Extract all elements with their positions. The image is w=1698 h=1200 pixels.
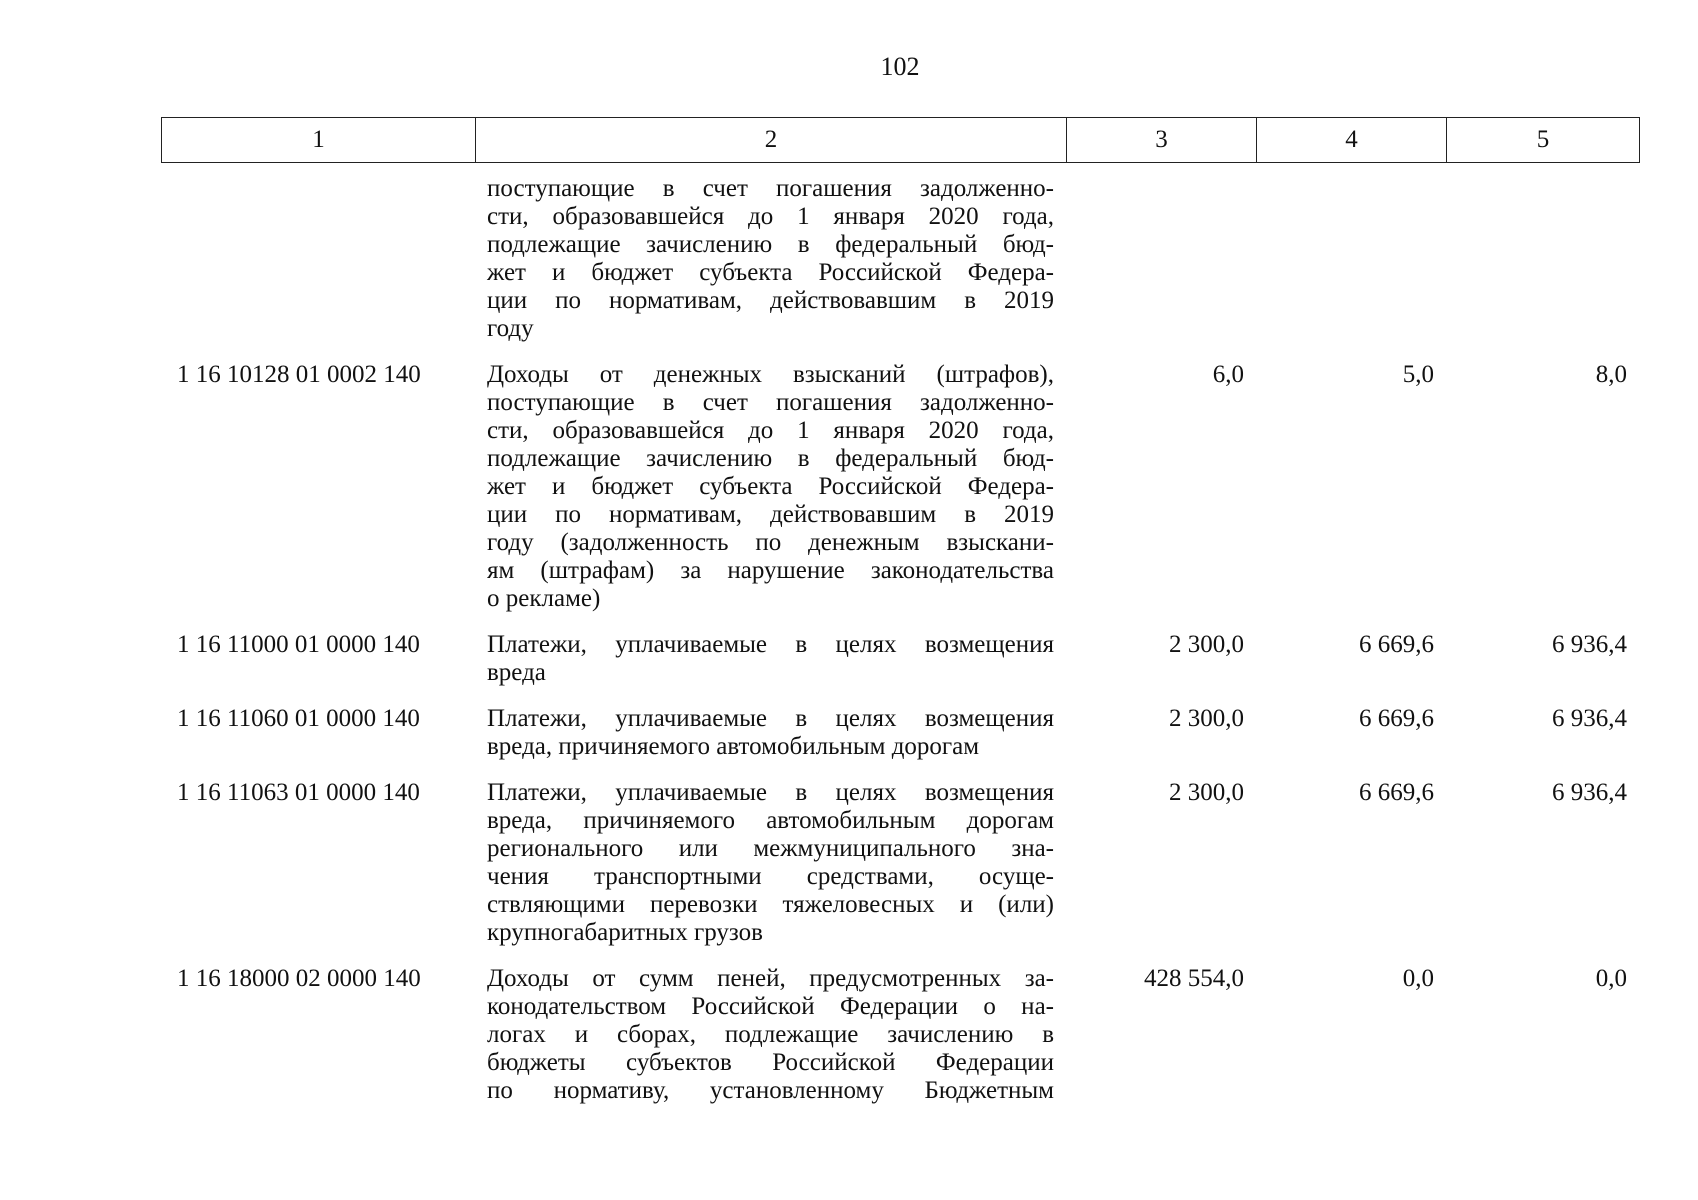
description-line: Доходы от сумм пеней, предусмотренных за- bbox=[487, 965, 1054, 992]
row-value-col3: 2 300,0 bbox=[1169, 631, 1244, 658]
description-line: подлежащие зачислению в федеральный бюд- bbox=[487, 445, 1054, 472]
description-line: сти, образовавшейся до 1 января 2020 года, bbox=[487, 417, 1054, 444]
description-line: Платежи, уплачиваемые в целях возмещения bbox=[487, 705, 1054, 732]
row-value-col4: 0,0 bbox=[1402, 965, 1434, 992]
row-value-col3 bbox=[1066, 175, 1256, 343]
header-col-2: 2 bbox=[476, 118, 1067, 163]
row-value-col3: 6,0 bbox=[1212, 361, 1244, 388]
description-line: вреда, причиняемого автомобильным дорогам bbox=[487, 733, 980, 760]
header-col-5: 5 bbox=[1447, 118, 1640, 163]
row-value-col4: 6 669,6 bbox=[1359, 779, 1434, 806]
row-description bbox=[475, 631, 1066, 687]
description-line: ции по нормативам, действовавшим в 2019 bbox=[487, 287, 1054, 314]
description-line: жет и бюджет субъекта Российской Федера- bbox=[487, 259, 1054, 286]
table-row bbox=[161, 965, 1639, 1105]
page-number: 102 bbox=[880, 52, 920, 81]
description-line: вреда bbox=[487, 659, 546, 686]
table-row bbox=[161, 631, 1639, 687]
header-col-1: 1 bbox=[162, 118, 476, 163]
row-value-col4: 6 669,6 bbox=[1359, 705, 1434, 732]
description-line: жет и бюджет субъекта Российской Федера- bbox=[487, 473, 1054, 500]
row-code: 1 16 11060 01 0000 140 bbox=[177, 705, 420, 732]
description-line: по нормативу, установленному Бюджетным bbox=[487, 1077, 1054, 1104]
row-value-col4: 6 669,6 bbox=[1359, 631, 1434, 658]
row-value-col3: 2 300,0 bbox=[1169, 705, 1244, 732]
row-value-col5: 6 936,4 bbox=[1552, 705, 1627, 732]
description-line: логах и сборах, подлежащие зачислению в bbox=[487, 1021, 1054, 1048]
description-line: ции по нормативам, действовавшим в 2019 bbox=[487, 501, 1054, 528]
table-row bbox=[161, 361, 1639, 613]
description-line: поступающие в счет погашения задолженно- bbox=[487, 175, 1054, 202]
row-value-col5: 8,0 bbox=[1595, 361, 1627, 388]
table-body bbox=[161, 175, 1639, 1123]
header-col-3: 3 bbox=[1067, 118, 1257, 163]
description-line: ям (штрафам) за нарушение законодательства bbox=[487, 557, 1054, 584]
row-value-col4: 5,0 bbox=[1402, 361, 1434, 388]
description-line: бюджеты субъектов Российской Федерации bbox=[487, 1049, 1054, 1076]
row-value-col5: 6 936,4 bbox=[1552, 779, 1627, 806]
description-line: чения транспортными средствами, осуще- bbox=[487, 863, 1054, 890]
description-line: ствляющими перевозки тяжеловесных и (или) bbox=[487, 891, 1054, 918]
description-line: Платежи, уплачиваемые в целях возмещения bbox=[487, 779, 1054, 806]
description-line: сти, образовавшейся до 1 января 2020 года, bbox=[487, 203, 1054, 230]
row-description bbox=[475, 779, 1066, 947]
description-line: подлежащие зачислению в федеральный бюд- bbox=[487, 231, 1054, 258]
description-line: году (задолженность по денежным взыскани- bbox=[487, 529, 1054, 556]
description-line: о рекламе) bbox=[487, 585, 601, 612]
row-description bbox=[475, 175, 1066, 343]
row-description bbox=[475, 965, 1066, 1105]
description-line: Платежи, уплачиваемые в целях возмещения bbox=[487, 631, 1054, 658]
description-line: Доходы от денежных взысканий (штрафов), bbox=[487, 361, 1054, 388]
row-value-col5: 6 936,4 bbox=[1552, 631, 1627, 658]
row-value-col4 bbox=[1256, 175, 1446, 343]
table-header bbox=[161, 117, 1640, 163]
row-description bbox=[475, 361, 1066, 613]
row-code: 1 16 18000 02 0000 140 bbox=[177, 965, 421, 992]
row-code: 1 16 10128 01 0002 140 bbox=[177, 361, 421, 388]
table-row bbox=[161, 779, 1639, 947]
row-code: 1 16 11000 01 0000 140 bbox=[177, 631, 420, 658]
row-code: 1 16 11063 01 0000 140 bbox=[177, 779, 420, 806]
table-row bbox=[161, 705, 1639, 761]
description-line: поступающие в счет погашения задолженно- bbox=[487, 389, 1054, 416]
row-value-col3: 428 554,0 bbox=[1144, 965, 1244, 992]
row-value-col5: 0,0 bbox=[1595, 965, 1627, 992]
description-line: вреда, причиняемого автомобильным дорогам bbox=[487, 807, 1054, 834]
description-line: регионального или межмуниципального зна- bbox=[487, 835, 1054, 862]
table-row bbox=[161, 175, 1639, 343]
description-line: конодательством Российской Федерации о на- bbox=[487, 993, 1054, 1020]
row-value-col3: 2 300,0 bbox=[1169, 779, 1244, 806]
row-code bbox=[161, 175, 475, 343]
description-line: году bbox=[487, 315, 534, 342]
header-col-4: 4 bbox=[1257, 118, 1447, 163]
row-value-col5 bbox=[1446, 175, 1639, 343]
row-description bbox=[475, 705, 1066, 761]
description-line: крупногабаритных грузов bbox=[487, 919, 763, 946]
